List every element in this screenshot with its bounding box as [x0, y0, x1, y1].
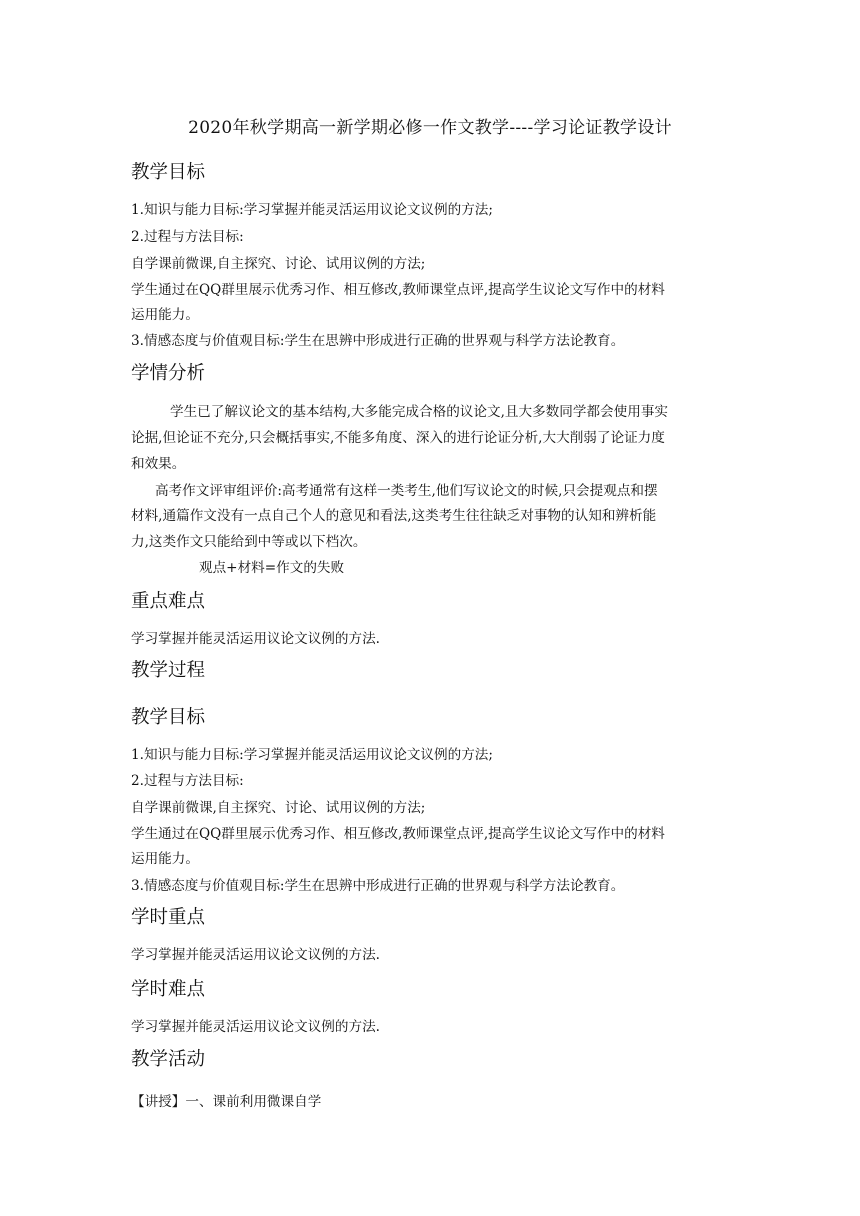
section-heading-lesson-difficulty: 学时难点 — [131, 979, 206, 1000]
analysis-para2-line1: 高考作文评审组评价:高考通常有这样一类考生,他们写议论文的时候,只会提观点和摆 — [155, 483, 658, 499]
goal-line-3: 自学课前微课,自主探究、讨论、试用议例的方法; — [131, 256, 426, 272]
analysis-para1-line1: 学生已了解议论文的基本结构,大多能完成合格的议论文,且大多数同学都会使用事实 — [170, 404, 669, 420]
analysis-para1-line3: 和效果。 — [131, 456, 186, 472]
goal-line-4a: 学生通过在QQ群里展示优秀习作、相互修改,教师课堂点评,提高学生议论文写作中的材料 — [131, 282, 665, 298]
section-heading-lesson-key-point: 学时重点 — [131, 907, 206, 928]
lesson-difficulty-text: 学习掌握并能灵活运用议论文议例的方法. — [131, 1019, 381, 1035]
goal2-line-3: 自学课前微课,自主探究、讨论、试用议例的方法; — [131, 800, 426, 816]
key-difficulties-text: 学习掌握并能灵活运用议论文议例的方法. — [131, 631, 381, 647]
lesson-key-point-text: 学习掌握并能灵活运用议论文议例的方法. — [131, 947, 381, 963]
goal-line-2: 2.过程与方法目标: — [131, 229, 244, 245]
analysis-para1-line2: 论据,但论证不充分,只会概括事实,不能多角度、深入的进行论证分析,大大削弱了论证力度 — [131, 430, 665, 446]
section-heading-teaching-process: 教学过程 — [131, 660, 206, 681]
goal-line-5: 3.情感态度与价值观目标:学生在思辨中形成进行正确的世界观与科学方法论教育。 — [131, 333, 625, 349]
goal2-line-4b: 运用能力。 — [131, 851, 199, 867]
analysis-para2-line2: 材料,通篇作文没有一点自己个人的意见和看法,这类考生往往缺乏对事物的认知和辨析能 — [131, 508, 657, 524]
section-heading-teaching-activities: 教学活动 — [131, 1049, 206, 1070]
goal2-line-5: 3.情感态度与价值观目标:学生在思辨中形成进行正确的世界观与科学方法论教育。 — [131, 878, 625, 894]
activity-line-1: 【讲授】一、课前利用微课自学 — [131, 1094, 322, 1110]
section-heading-teaching-goals-2: 教学目标 — [131, 707, 206, 728]
goal-line-4b: 运用能力。 — [131, 307, 199, 323]
analysis-para2-line3: 力,这类作文只能给到中等或以下档次。 — [131, 534, 367, 550]
goal2-line-4a: 学生通过在QQ群里展示优秀习作、相互修改,教师课堂点评,提高学生议论文写作中的材料 — [131, 826, 665, 842]
section-heading-teaching-goals: 教学目标 — [131, 162, 206, 183]
goal2-line-1: 1.知识与能力目标:学习掌握并能灵活运用议论文议例的方法; — [131, 747, 493, 763]
document-title: 2020年秋学期高一新学期必修一作文教学----学习论证教学设计 — [188, 118, 672, 138]
goal-line-1: 1.知识与能力目标:学习掌握并能灵活运用议论文议例的方法; — [131, 202, 493, 218]
section-heading-learner-analysis: 学情分析 — [131, 363, 206, 384]
analysis-formula: 观点+材料=作文的失败 — [199, 560, 345, 576]
section-heading-key-difficulties: 重点难点 — [131, 591, 206, 612]
goal2-line-2: 2.过程与方法目标: — [131, 773, 244, 789]
